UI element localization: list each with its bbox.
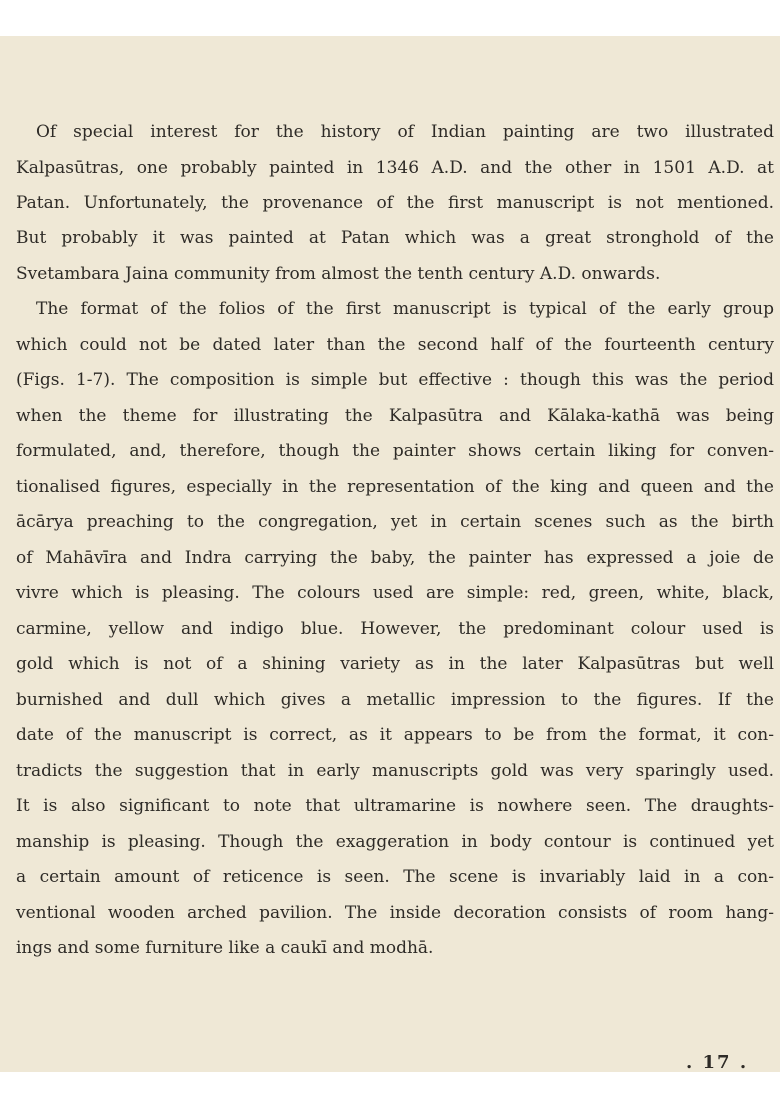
paragraph-1-line-5: Svetambara Jaina community from almost the tenth century A.D. onwards.: [16, 264, 661, 284]
paragraph-2-line-17: a certain amount of reticence is seen. The scene is invariably laid in a con-: [16, 867, 774, 887]
paragraph-2-line-5: formulated, and, therefore, though the painter shows certain liking for conven-: [16, 441, 774, 461]
paragraph-2-line-13: date of the manuscript is correct, as it appears to be from the format, it con-: [16, 725, 774, 745]
paragraph-2-line-4: when the theme for illustrating the Kalpasūtra and Kālaka-kathā was being: [16, 406, 774, 426]
paragraph-2-line-14: tradicts the suggestion that in early manuscripts gold was very sparingly used.: [16, 761, 774, 781]
paragraph-2-line-6: tionalised figures, especially in the representation of the king and queen and the: [16, 477, 774, 497]
paragraph-2-line-2: which could not be dated later than the second half of the fourteenth century: [16, 335, 774, 355]
page-number: . 17 .: [686, 1052, 749, 1073]
paragraph-2-line-10: carmine, yellow and indigo blue. However, the predominant colour used is: [16, 619, 774, 639]
paragraph-2-line-1: The format of the folios of the first manuscript is typical of the early group: [36, 299, 774, 319]
paragraph-2-line-11: gold which is not of a shining variety as in the later Kalpasūtras but well: [16, 654, 774, 674]
paragraph-1-line-2: Kalpasūtras, one probably painted in 1346 A.D. and the other in 1501 A.D. at: [16, 158, 774, 178]
paragraph-2-line-16: manship is pleasing. Though the exaggeration in body contour is continued yet: [16, 832, 774, 852]
paragraph-2-line-12: burnished and dull which gives a metallic impression to the figures. If the: [16, 690, 774, 710]
paragraph-1-line-1: Of special interest for the history of Indian painting are two illustrated: [36, 122, 774, 142]
paragraph-2-line-3: (Figs. 1-7). The composition is simple but effective : though this was the period: [16, 370, 774, 390]
paragraph-1-line-3: Patan. Unfortunately, the provenance of the first manuscript is not mentioned.: [16, 193, 774, 213]
paragraph-2-line-15: It is also significant to note that ultramarine is nowhere seen. The draughts-: [16, 796, 774, 816]
paragraph-1-line-4: But probably it was painted at Patan which was a great stronghold of the: [16, 228, 774, 248]
paragraph-2-line-7: ācārya preaching to the congregation, yet in certain scenes such as the birth: [16, 512, 774, 532]
book-page: [0, 36, 780, 1072]
paragraph-2-line-8: of Mahāvīra and Indra carrying the baby, the painter has expressed a joie de: [16, 548, 774, 568]
paragraph-2-line-9: vivre which is pleasing. The colours used are simple: red, green, white, black,: [16, 583, 774, 603]
paragraph-2-line-19: ings and some furniture like a caukī and modhā.: [16, 938, 434, 958]
paragraph-2-line-18: ventional wooden arched pavilion. The inside decoration consists of room hang-: [16, 903, 774, 923]
